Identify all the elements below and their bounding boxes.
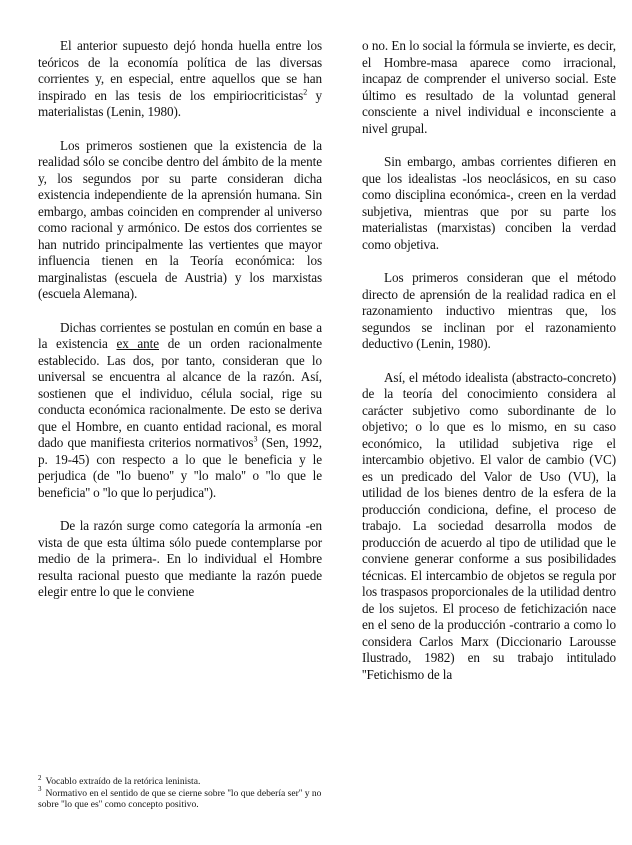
footnote-number: 3 <box>38 785 42 794</box>
underlined-term: ex ante <box>116 336 159 351</box>
footnote-ref[interactable]: 2 <box>303 87 308 97</box>
footnote: $^3$ Normativo en el sentido de que se cierne sobre ''lo que debería ser'' y no sobre ''lo que es'' como concepto positivo. <box>38 785 322 810</box>
right-column <box>362 38 616 683</box>
footnote-number: 2 <box>38 773 42 782</box>
paragraph: Sin embargo, ambas corrientes difieren en que los idealistas -los neoclásicos, en su caso como disciplina económica-, creen en la verdad subjetiva, mientras que por su parte los materialistas (marxistas) conciben la verdad como objetiva. <box>362 154 616 252</box>
footnotes <box>38 773 322 811</box>
paragraph: Los primeros consideran que el método directo de aprensión de la realidad radica en el razonamiento inductivo mientras que, los segundos se inclinan por el razonamiento deductivo (Lenin, 1980). <box>362 270 616 351</box>
paragraph: Dichas corrientes se postulan en común en base a la existencia ex ante de un orden racionalmente establecido. Las dos, por tanto, consideran que lo universal se encuentra al alcance de la razón. Así, sostienen que el individuo, célula social, rige su conducta económica racionalmente. De esto se deriva que el Hombre, en cuanto entidad racional, es moral dado que manifiesta criterios normativos$^3$ (Sen, 1992, p. 19-45) con respecto a lo que le beneficia y le perjudica (de ''lo bueno'' y ''lo malo'' o ''lo que le beneficia'' o ''lo que lo perjudica''). <box>38 319 322 500</box>
paragraph: Así, el método idealista (abstracto-concreto) de la teoría del conocimiento considera al carácter subjetivo como subordinante de lo objetivo; o lo que es lo mismo, en su caso económico, la utilidad subjetiva rige el intercambio objetivo. El valor de cambio (VC) es un predicado del Valor de Uso (VU), la utilidad de los bienes dentro de la esfera de la producción condiciona, define, el proceso de trabajo. La sociedad desarrolla modos de producción de acuerdo al tipo de utilidad que le conviene generar conforme a sus posibilidades técnicas. El intercambio de objetos se regula por los traspasos proporcionales de la utilidad dentro de los sujetos. El proceso de fetichización nace en el seno de la producción -contrario a como lo considera Carlos Marx (Diccionario Larousse Ilustrado, 1982) en su trabajo intitulado ''Fetichismo de la <box>362 369 616 682</box>
paragraph: Los primeros sostienen que la existencia de la realidad sólo se concibe dentro del ámbito de la mente y, los segundos por su parte consideran dicha existencia independiente de la aprensión humana. Sin embargo, ambas coinciden en comprender al universo como racional y armónico. De estos dos corrientes se han nutrido principalmente las vertientes que mayor influencia tienen en la Teoría económica: los marginalistas (escuela de Austria) y los marxistas (escuela Alemana). <box>38 137 322 301</box>
footnote-ref[interactable]: 3 <box>253 434 258 444</box>
paragraph: De la razón surge como categoría la armonía -en vista de que esta última sólo puede contemplarse por medio de la primera-. En lo individual el Hombre resulta racional puesto que mediante la razón puede elegir entre lo que le conviene <box>38 518 322 599</box>
left-column <box>38 38 322 601</box>
paragraph: El anterior supuesto dejó honda huella entre los teóricos de la economía política de las diversas corrientes y, en especial, entre aquellos que se han inspirado en las tesis de los empiriocriticistas$^2$ y materialistas (Lenin, 1980). <box>38 38 322 119</box>
footnote: $^2$ Vocablo extraído de la retórica leninista. <box>38 773 201 787</box>
paragraph: o no. En lo social la fórmula se invierte, es decir, el Hombre-masa aparece como irracional, incapaz de comprender el universo social. Este último es resultado de la voluntad general consciente a nivel individual e inconsciente a nivel grupal. <box>362 38 616 136</box>
